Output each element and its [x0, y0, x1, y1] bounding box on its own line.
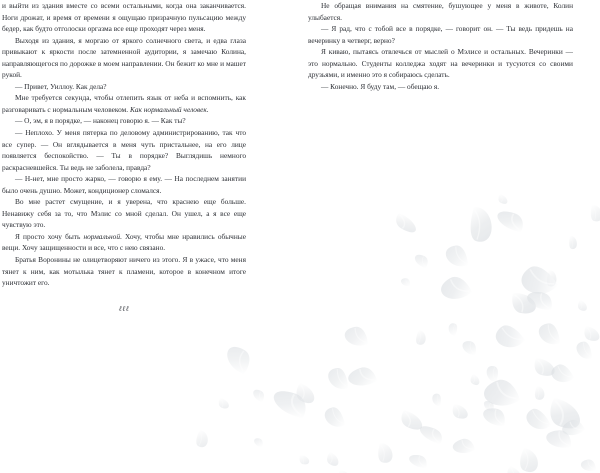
petal-crease: [326, 453, 335, 463]
petal-crease: [406, 279, 409, 286]
petal: [549, 361, 575, 387]
paragraph: [308, 0, 573, 23]
petal: [327, 367, 348, 391]
petal-crease: [509, 214, 523, 230]
petal-shape: [414, 330, 429, 347]
right-page-paragraphs: [308, 0, 573, 92]
petal-crease: [452, 406, 460, 418]
body-text: — Н-нет, мне просто жарко, — говорю я ему. — На последнем занятии было очень душно. Может, кондиционер сломался.: [2, 174, 246, 195]
petal-shape: [545, 270, 559, 288]
petal: [533, 358, 557, 378]
petal-crease: [452, 324, 459, 334]
petal-shape: [346, 364, 377, 391]
petal-shape: [451, 436, 475, 457]
body-text: — О, эм, я в порядке, — наконец говорю я. — Как ты?: [15, 116, 186, 126]
petal-crease: [337, 368, 346, 387]
petal-shape: [492, 321, 526, 355]
petal-shape: [376, 443, 395, 464]
petal-shape: [526, 291, 553, 310]
petal-shape: [398, 410, 425, 432]
petal-crease: [469, 342, 476, 353]
paragraph: [2, 254, 246, 289]
petal-crease: [401, 412, 414, 427]
petal: [545, 270, 559, 288]
petal-crease: [488, 402, 495, 410]
petal: [546, 398, 585, 432]
petal-crease: [295, 385, 308, 400]
petal: [511, 293, 537, 315]
section-ornament: ℓℓℓ: [118, 304, 130, 314]
petal-crease: [491, 367, 499, 380]
petal-shape: [497, 194, 509, 205]
petal: [526, 291, 553, 310]
body-text: . Хочу, чтобы мне нравились обычные вещи. Хочу защищенности и все, что с нею связано.: [2, 231, 246, 253]
paragraph: [2, 127, 246, 173]
petal: [533, 386, 547, 401]
petal: [253, 438, 264, 448]
petal-shape: [523, 405, 551, 435]
body-text: — Привет, Уиллоу. Как дела?: [15, 81, 107, 91]
petal: [270, 388, 309, 418]
petal-shape: [517, 260, 559, 302]
petal-crease: [588, 459, 595, 470]
petal-shape: [568, 236, 578, 250]
petal-crease: [496, 377, 516, 403]
petal-shape: [533, 386, 547, 401]
paragraph: [2, 0, 246, 35]
petal-shape: [293, 383, 318, 406]
petal: [408, 454, 428, 468]
petal-shape: [484, 365, 500, 383]
paragraph: [2, 173, 246, 196]
paragraph: [308, 81, 573, 93]
petal-shape: [481, 375, 521, 413]
petal-shape: [495, 209, 526, 232]
petal: [293, 383, 318, 406]
left-page-paragraphs: [2, 0, 246, 289]
petal-shape: [549, 361, 575, 387]
petal: [492, 321, 526, 355]
petal-shape: [467, 206, 496, 243]
petal-shape: [461, 340, 477, 355]
petal-shape: [546, 430, 571, 449]
petal-crease: [583, 342, 590, 357]
petal: [222, 343, 255, 374]
petal-shape: [469, 374, 482, 387]
petal-shape: [576, 341, 593, 361]
petal-crease: [300, 456, 305, 464]
body-text: — Конечно. Я буду там, — обещаю я.: [321, 81, 440, 91]
petal: [461, 340, 477, 355]
petal-shape: [408, 454, 428, 468]
petal-crease: [455, 245, 466, 264]
petal-crease: [218, 399, 224, 407]
body-text: Выходя из здания, я моргаю от яркого солнечного света, и едва глаза привыкают к яркости после затемненной аудитории, я замечаю Колина, направляющегося по дорожке в моем направлении. Он бежит ко мне и машет рукой.: [2, 35, 246, 80]
petal-crease: [559, 431, 569, 446]
petal: [481, 375, 521, 413]
petal: [413, 253, 430, 268]
petal: [517, 260, 559, 302]
petal-crease: [558, 363, 572, 381]
petal-crease: [502, 323, 522, 345]
petal-shape: [327, 367, 348, 391]
petal-shape: [589, 205, 600, 223]
petal: [582, 326, 600, 343]
petal: [398, 410, 425, 432]
petal-crease: [462, 438, 473, 452]
petal-crease: [569, 237, 574, 248]
paragraph: [308, 23, 573, 46]
petal-crease: [378, 445, 387, 461]
petal-crease: [534, 387, 541, 398]
petal-crease: [289, 394, 306, 415]
petal-shape: [431, 393, 442, 406]
paragraph: [2, 115, 246, 127]
petal-shape: [417, 424, 444, 444]
petal: [194, 430, 212, 449]
petal: [431, 393, 442, 406]
petal: [438, 272, 473, 306]
petal-crease: [415, 332, 423, 344]
petal-shape: [343, 325, 368, 349]
petal-crease: [430, 429, 442, 442]
petal: [217, 398, 230, 410]
body-text: — Неплохо. У меня пятерка по деловому администрированию, так что все супер. — Он вглядывается в меня чуть пристальнее, на его лице появляется беспокойство. — Ты в порядке? Выглядишь немного раскрасневшейся. Ты ведь не заболела, правда?: [2, 128, 246, 172]
petal-crease: [549, 401, 567, 425]
petal-shape: [560, 416, 585, 440]
emphasis-text: нормальной: [83, 231, 120, 241]
petal-crease: [584, 328, 593, 340]
petal-shape: [393, 213, 420, 235]
petal-shape: [325, 452, 342, 468]
body-text: Не обращая внимания на смятение, бушующее у меня в животе, Колин улыбается.: [308, 1, 573, 22]
petal-crease: [469, 211, 483, 240]
body-text: — Я рад, что с тобой все в порядке, — говорит он. — Ты ведь придешь на вечеринку в четверг, верно?: [308, 24, 573, 45]
petal-shape: [438, 272, 473, 306]
petal: [393, 213, 420, 235]
petal: [401, 278, 410, 286]
petal-crease: [513, 295, 524, 312]
petal: [482, 407, 506, 426]
petal-crease: [355, 326, 366, 344]
petal-shape: [270, 388, 309, 418]
body-text: Я киваю, пытаясь отвлечься от мыслей о Мэлисе и остальных. Вечеринки — это нормально. Студенты колледжа ходят на вечеринки и тусуются со своими друзьями, и именно это я собираюсь сделать.: [308, 47, 573, 80]
petal-crease: [359, 366, 374, 384]
petal: [546, 430, 571, 449]
petal-shape: [194, 430, 212, 449]
petal: [299, 455, 310, 465]
petal: [469, 374, 482, 387]
petal-shape: [582, 326, 600, 343]
petal-crease: [418, 456, 426, 467]
petal-shape: [451, 404, 470, 420]
petal: [495, 209, 526, 232]
petal: [376, 443, 395, 464]
petal-crease: [535, 360, 546, 374]
petal-crease: [546, 272, 553, 286]
petal-shape: [482, 400, 496, 413]
petal-crease: [494, 409, 504, 424]
petal: [576, 300, 589, 312]
emphasis-text: Как нормальный человек.: [129, 104, 209, 114]
body-text: Во мне растет смущение, и я уверена, что краснею еще больше. Ненавижу себя за то, что Мэлис со мной сделал. Он ушел, а я все еще чувствую это.: [2, 197, 246, 230]
petal-shape: [482, 407, 506, 426]
petal: [482, 400, 496, 413]
petal: [414, 330, 429, 347]
petal-shape: [538, 322, 561, 347]
body-text: Братья Воронины не олицетворяют ничего из этого. Я в ужасе, что меня тянет к ним, как мотылька тянет к пламени, которое в конечном итоге уничтожит его.: [2, 255, 246, 288]
petal-shape: [533, 358, 557, 378]
left-page-text-column: [2, 0, 246, 315]
petal-crease: [257, 391, 265, 400]
petal-shape: [413, 253, 430, 268]
petal-crease: [450, 274, 469, 296]
petal-shape: [222, 343, 255, 374]
petal-crease: [470, 375, 477, 383]
petal: [346, 364, 377, 391]
petal: [580, 459, 596, 473]
petal-crease: [519, 451, 532, 470]
petal: [251, 388, 266, 402]
petal: [589, 205, 600, 223]
paragraph: [2, 196, 246, 231]
petal-crease: [235, 351, 252, 371]
petal-crease: [570, 418, 583, 433]
petal: [516, 448, 541, 473]
petal-crease: [530, 263, 555, 290]
petal-shape: [505, 466, 525, 473]
petal: [538, 322, 561, 347]
petal: [505, 466, 525, 473]
paragraph: [308, 46, 573, 81]
body-text: и выйти из здания вместе со всеми остальными, когда она заканчивается. Ноги дрожат, и время от времени я ощущаю призрачную пульсацию между бедер, как будто отголоски оргазма все еще проходят через меня.: [2, 1, 246, 34]
petal-shape: [576, 300, 589, 312]
petal-shape: [217, 398, 230, 410]
petal: [446, 322, 459, 336]
petal-shape: [446, 322, 459, 336]
petal-crease: [258, 439, 263, 446]
petal-crease: [332, 407, 343, 425]
petal: [417, 424, 444, 444]
petal-shape: [299, 455, 310, 465]
petal-shape: [323, 405, 345, 430]
petal-crease: [590, 207, 597, 221]
petal-shape: [401, 278, 410, 286]
petal-shape: [253, 438, 264, 448]
petal: [467, 206, 496, 243]
petal: [523, 405, 551, 435]
petal-crease: [395, 215, 408, 229]
petal: [576, 341, 593, 361]
paragraph: [2, 35, 246, 81]
petal-crease: [577, 301, 584, 309]
petal-shape: [516, 448, 541, 473]
petal-crease: [532, 407, 548, 427]
paragraph: [2, 231, 246, 254]
petal: [325, 452, 342, 468]
right-page-text-column: [308, 0, 573, 92]
petal-crease: [498, 195, 504, 203]
petal: [568, 236, 578, 250]
petal-crease: [506, 468, 516, 473]
petal-shape: [445, 244, 469, 269]
petal: [560, 416, 585, 440]
petal: [484, 365, 500, 383]
petal-shape: [546, 398, 585, 432]
petal-shape: [511, 293, 537, 315]
petal: [343, 325, 368, 349]
petal-crease: [195, 432, 205, 446]
petal-shape: [580, 459, 596, 473]
petal: [323, 405, 345, 430]
petal-crease: [540, 293, 551, 308]
petal: [451, 404, 470, 420]
petal-crease: [548, 323, 558, 342]
petal: [445, 244, 469, 269]
petal-crease: [436, 394, 441, 404]
petal-crease: [420, 256, 428, 266]
petal-shape: [251, 388, 266, 402]
body-text: Я просто хочу быть: [15, 231, 84, 241]
body-text: Мне требуется секунда, чтобы отлепить язык от неба и вспомнить, как разговаривать с нормальным человеком.: [2, 93, 246, 114]
paragraph: [2, 81, 246, 93]
petal: [451, 436, 475, 457]
petal: [497, 194, 509, 205]
paragraph: [2, 92, 246, 115]
